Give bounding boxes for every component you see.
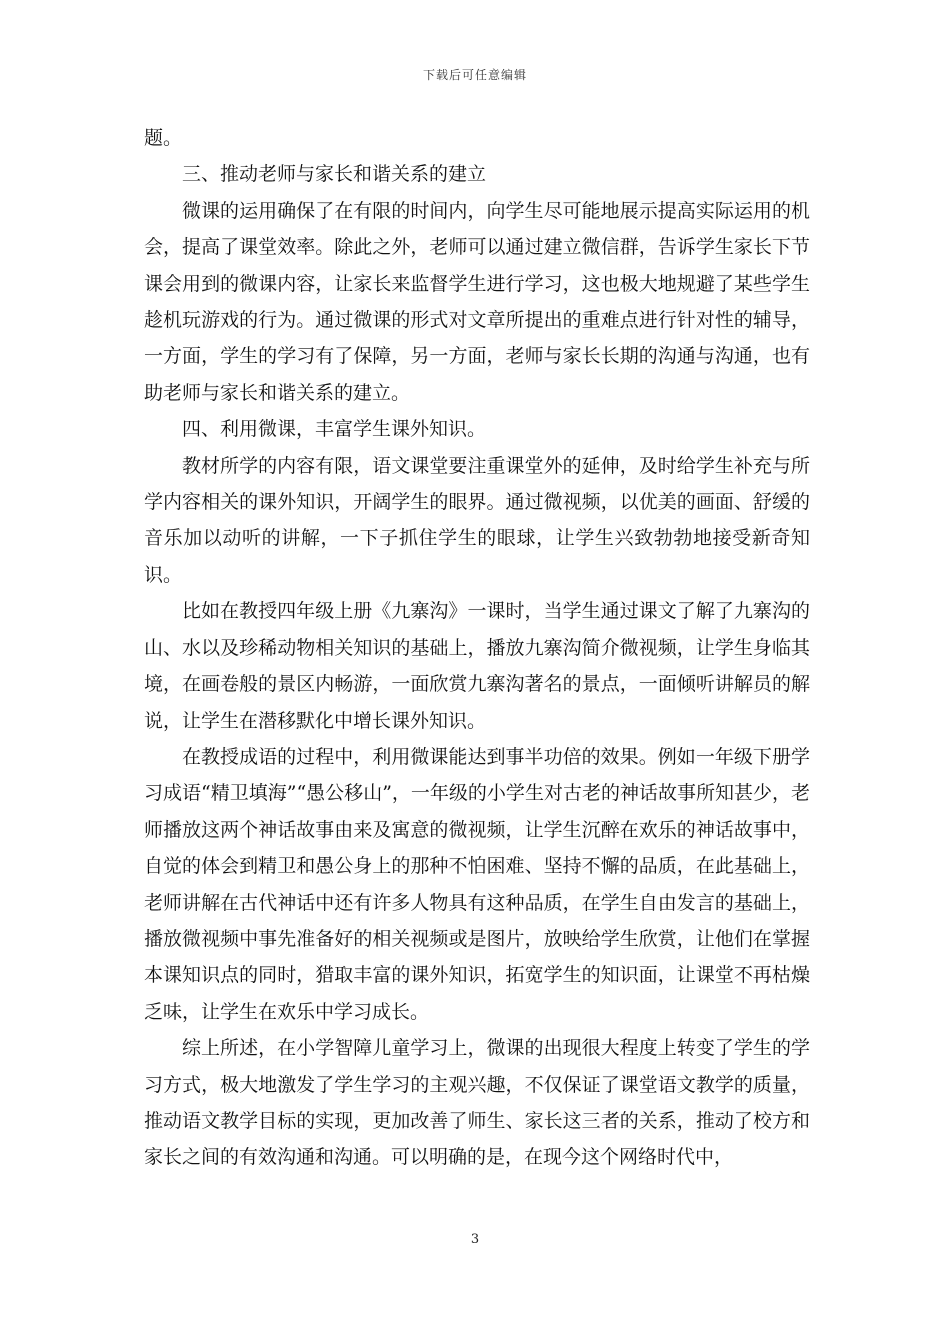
paragraph-idioms: 在教授成语的过程中，利用微课能达到事半功倍的效果。例如一年级下册学习成语“精卫填海”“愚公移山”，一年级的小学生对古老的神话故事所知甚少，老师播放这两个神话故事由来及寓意的微视频，让学生沉醉在欢乐的神话故事中，自觉的体会到精卫和愚公身上的那种不怕困难、坚持不懈的品质，在此基础上，老师讲解在古代神话中还有许多人物具有这种品质，在学生自由发言的基础上，播放微视频中事先准备好的相关视频或是图片，放映给学生欣赏，让他们在掌握本课知识点的同时，猎取丰富的课外知识，拓宽学生的知识面，让课堂不再枯燥乏味，让学生在欢乐中学习成长。	[144, 745, 810, 1023]
section-heading-3: 三、推动老师与家长和谐关系的建立	[182, 163, 487, 186]
document-body	[144, 120, 810, 1176]
page-header: 下载后可任意编辑	[422, 68, 527, 82]
section-heading-4: 四、利用微课，丰富学生课外知识。	[182, 418, 487, 441]
paragraph-extracurricular: 教材所学的内容有限，语文课堂要注重课堂外的延伸，及时给学生补充与所学内容相关的课外知识，开阔学生的眼界。通过微视频，以优美的画面、舒缓的音乐加以动听的讲解，一下子抓住学生的眼球，让学生兴致勃勃地接受新奇知识。	[144, 454, 810, 586]
paragraph-continuation: 题。	[144, 127, 183, 149]
page-number: 3	[470, 1232, 480, 1247]
paragraph-jiuzhaigou: 比如在教授四年级上册《九寨沟》一课时，当学生通过课文了解了九寨沟的山、水以及珍稀动物相关知识的基础上，播放九寨沟简介微视频，让学生身临其境，在画卷般的景区内畅游，一面欣赏九寨沟著名的景点，一面倾听讲解员的解说，让学生在潜移默化中增长课外知识。	[144, 600, 810, 732]
paragraph-microlesson-parents: 微课的运用确保了在有限的时间内，向学生尽可能地展示提高实际运用的机会，提高了课堂效率。除此之外，老师可以通过建立微信群，告诉学生家长下节课会用到的微课内容，让家长来监督学生进行学习，这也极大地规避了某些学生趁机玩游戏的行为。通过微课的形式对文章所提出的重难点进行针对性的辅导，一方面，学生的学习有了保障，另一方面，老师与家长长期的沟通与沟通，也有助老师与家长和谐关系的建立。	[144, 199, 810, 404]
paragraph-summary: 综上所述，在小学智障儿童学习上，微课的出现很大程度上转变了学生的学习方式，极大地激发了学生学习的主观兴趣，不仅保证了课堂语文教学的质量，推动语文教学目标的实现，更加改善了师生、家长这三者的关系，推动了校方和家长之间的有效沟通和沟通。可以明确的是，在现今这个网络时代中，	[144, 1037, 810, 1169]
